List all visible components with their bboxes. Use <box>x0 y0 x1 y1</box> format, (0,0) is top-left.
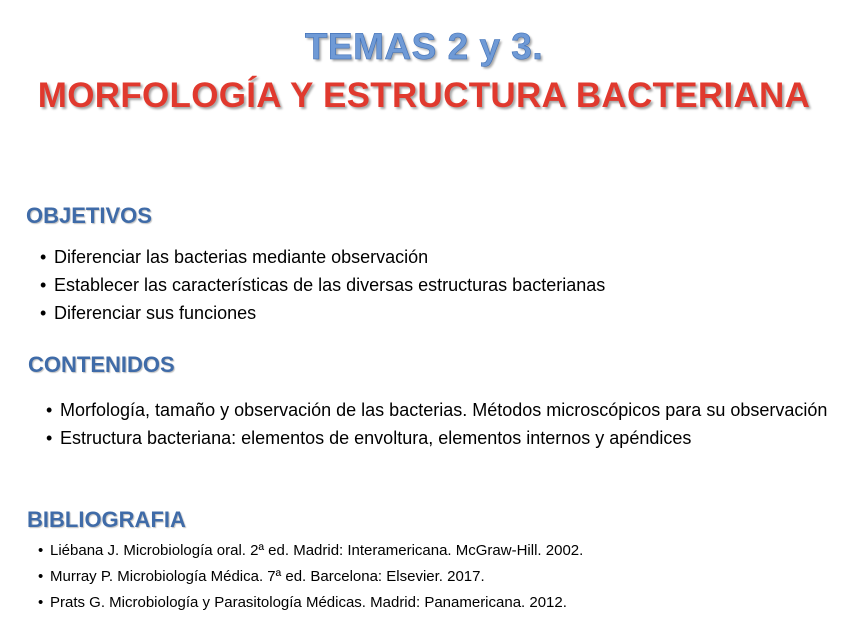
list-item: • Diferenciar sus funciones <box>40 299 820 327</box>
bibliografia-list <box>38 538 818 616</box>
list-item: • Liébana J. Microbiología oral. 2ª ed. Madrid: Interamericana. McGraw-Hill. 2002. <box>38 538 818 564</box>
list-item: • Diferenciar las bacterias mediante observación <box>40 243 820 271</box>
objetivos-list <box>40 243 820 327</box>
contenidos-list <box>46 396 836 452</box>
list-item: • Murray P. Microbiología Médica. 7ª ed. Barcelona: Elsevier. 2017. <box>38 564 818 590</box>
contenidos-heading: CONTENIDOS <box>28 352 175 377</box>
list-item: • Morfología, tamaño y observación de las bacterias. Métodos microscópicos para su observación <box>46 396 836 424</box>
title-line-1: TEMAS 2 y 3. <box>304 26 544 67</box>
title-line-2: MORFOLOGÍA Y ESTRUCTURA BACTERIANA <box>37 76 811 115</box>
objetivos-heading: OBJETIVOS <box>26 203 152 228</box>
list-item: • Establecer las características de las diversas estructuras bacterianas <box>40 271 820 299</box>
bibliografia-heading: BIBLIOGRAFIA <box>27 507 186 532</box>
list-item: • Estructura bacteriana: elementos de envoltura, elementos internos y apéndices <box>46 424 836 452</box>
list-item: • Prats G. Microbiología y Parasitología Médicas. Madrid: Panamericana. 2012. <box>38 590 818 616</box>
